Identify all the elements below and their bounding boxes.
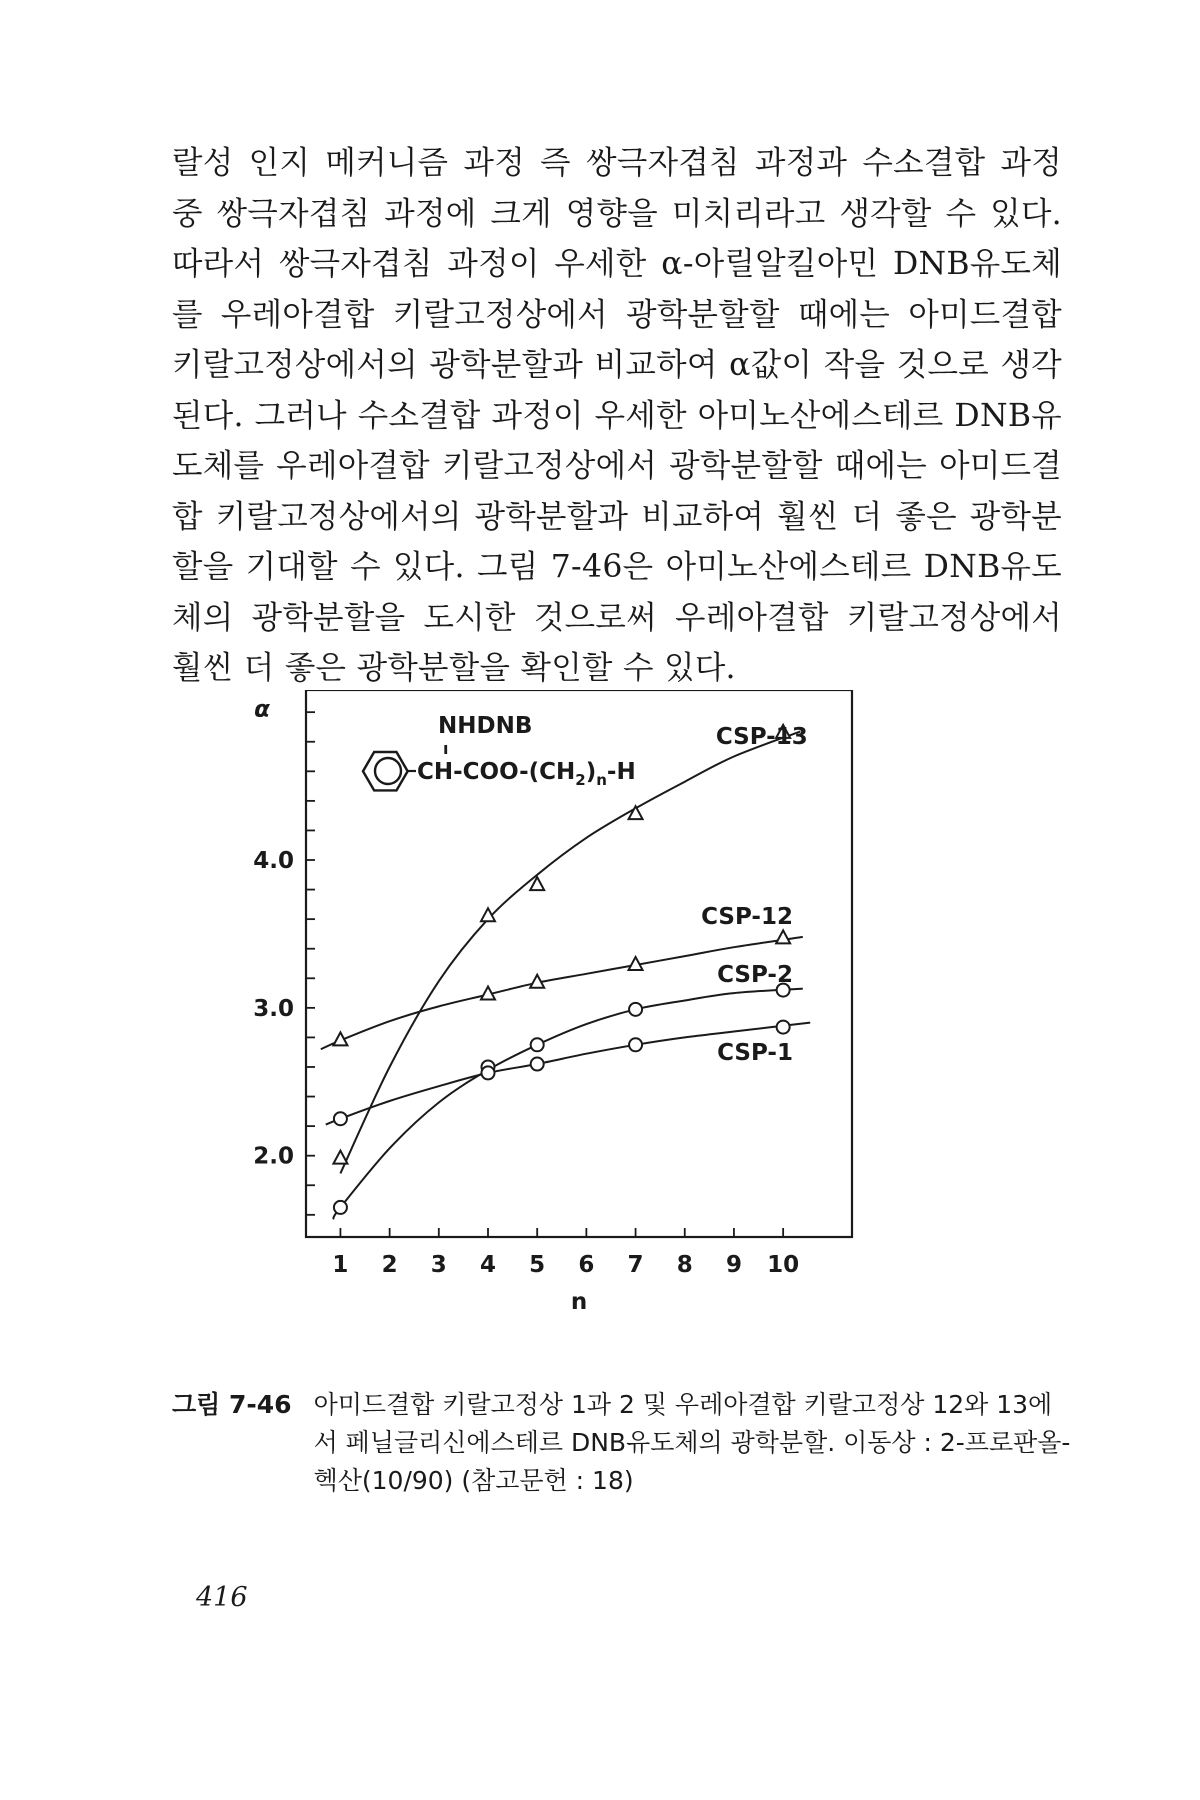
- series-line-csp-13: [340, 731, 800, 1173]
- page-number: 416: [196, 1582, 248, 1613]
- data-point-csp-2: [334, 1201, 347, 1214]
- benzene-aromatic-circle: [375, 758, 401, 784]
- chemical-structure: [363, 713, 636, 790]
- y-tick-label: 4.0: [253, 848, 294, 875]
- y-tick-label: 3.0: [253, 995, 294, 1022]
- data-point-csp-1: [482, 1066, 495, 1079]
- series-label-csp-2: CSP-2: [717, 961, 793, 988]
- series-label-csp-12: CSP-12: [701, 904, 793, 931]
- data-point-csp-13: [629, 806, 643, 819]
- data-point-csp-2: [629, 1003, 642, 1016]
- data-point-csp-2: [531, 1038, 544, 1051]
- figure-7-46: [240, 690, 1080, 1350]
- caption-label: 그림 7-46: [172, 1390, 292, 1419]
- series-label-csp-13: CSP-13: [715, 723, 808, 750]
- body-text: [172, 138, 1062, 694]
- x-tick-label: 4: [479, 1252, 497, 1278]
- data-point-csp-1: [531, 1058, 544, 1071]
- x-tick-label: 2: [381, 1252, 398, 1278]
- structure-chain-close: ): [585, 759, 597, 785]
- structure-chain-n: n: [596, 771, 607, 789]
- data-point-csp-1: [629, 1038, 642, 1051]
- x-tick-label: 1: [332, 1252, 349, 1278]
- figure-caption: [172, 1386, 1072, 1500]
- data-point-csp-1: [777, 1021, 790, 1034]
- structure-chain-main: CH-COO-(CH: [417, 759, 576, 785]
- series-label-csp-1: CSP-1: [717, 1040, 793, 1067]
- y-tick-label: 2.0: [253, 1143, 294, 1170]
- data-point-csp-12: [776, 930, 790, 943]
- x-tick-label: 3: [430, 1252, 447, 1278]
- series-line-csp-2: [333, 989, 803, 1220]
- data-point-csp-13: [333, 1151, 347, 1164]
- caption-text: 아미드결합 키랄고정상 1과 2 및 우레아결합 키랄고정상 12와 13에서 페닐글리신에스테르 DNB유도체의 광학분할. 이동상 : 2-프로판올-헥산(10/90) (참고문헌 : 18): [313, 1390, 1071, 1495]
- x-axis-label: n: [570, 1289, 588, 1315]
- structure-bond-mark: ı: [443, 739, 449, 758]
- data-point-csp-1: [334, 1112, 347, 1125]
- x-tick-label: 9: [725, 1252, 742, 1278]
- x-tick-label: 8: [676, 1252, 693, 1278]
- structure-chain-end: -H: [606, 759, 636, 785]
- x-tick-label: 7: [627, 1252, 644, 1278]
- body-paragraph: 랄성 인지 메커니즘 과정 즉 쌍극자겹침 과정과 수소결합 과정 중 쌍극자겹침 과정에 크게 영향을 미치리라고 생각할 수 있다. 따라서 쌍극자겹침 과정이 우세한 α-아릴알킬아민 DNB유도체를 우레아결합 키랄고정상에서 광학분할할 때에는 아미드결합 키랄고정상에서의 광학분할과 비교하여 α값이 작을 것으로 생각된다. 그러나 수소결합 과정이 우세한 아미노산에스테르 DNB유도체를 우레아결합 키랄고정상에서 광학분할할 때에는 아미드결합 키랄고정상에서의 광학분할과 비교하여 훨씬 더 좋은 광학분할을 기대할 수 있다. 그림 7-46은 아미노산에스테르 DNB유도체의 광학분할을 도시한 것으로써 우레아결합 키랄고정상에서 훨씬 더 좋은 광학분할을 확인할 수 있다.: [172, 145, 1062, 686]
- x-tick-label: 10: [767, 1252, 800, 1278]
- structure-substituent: NHDNB: [438, 713, 533, 739]
- structure-chain-subscript: 2: [575, 771, 586, 789]
- structure-chain: [417, 759, 636, 789]
- x-tick-label: 5: [529, 1252, 546, 1278]
- x-tick-label: 6: [578, 1252, 595, 1278]
- chart-svg: [240, 690, 1080, 1350]
- y-axis-label: α: [254, 696, 270, 723]
- series-line-csp-1: [326, 1023, 811, 1125]
